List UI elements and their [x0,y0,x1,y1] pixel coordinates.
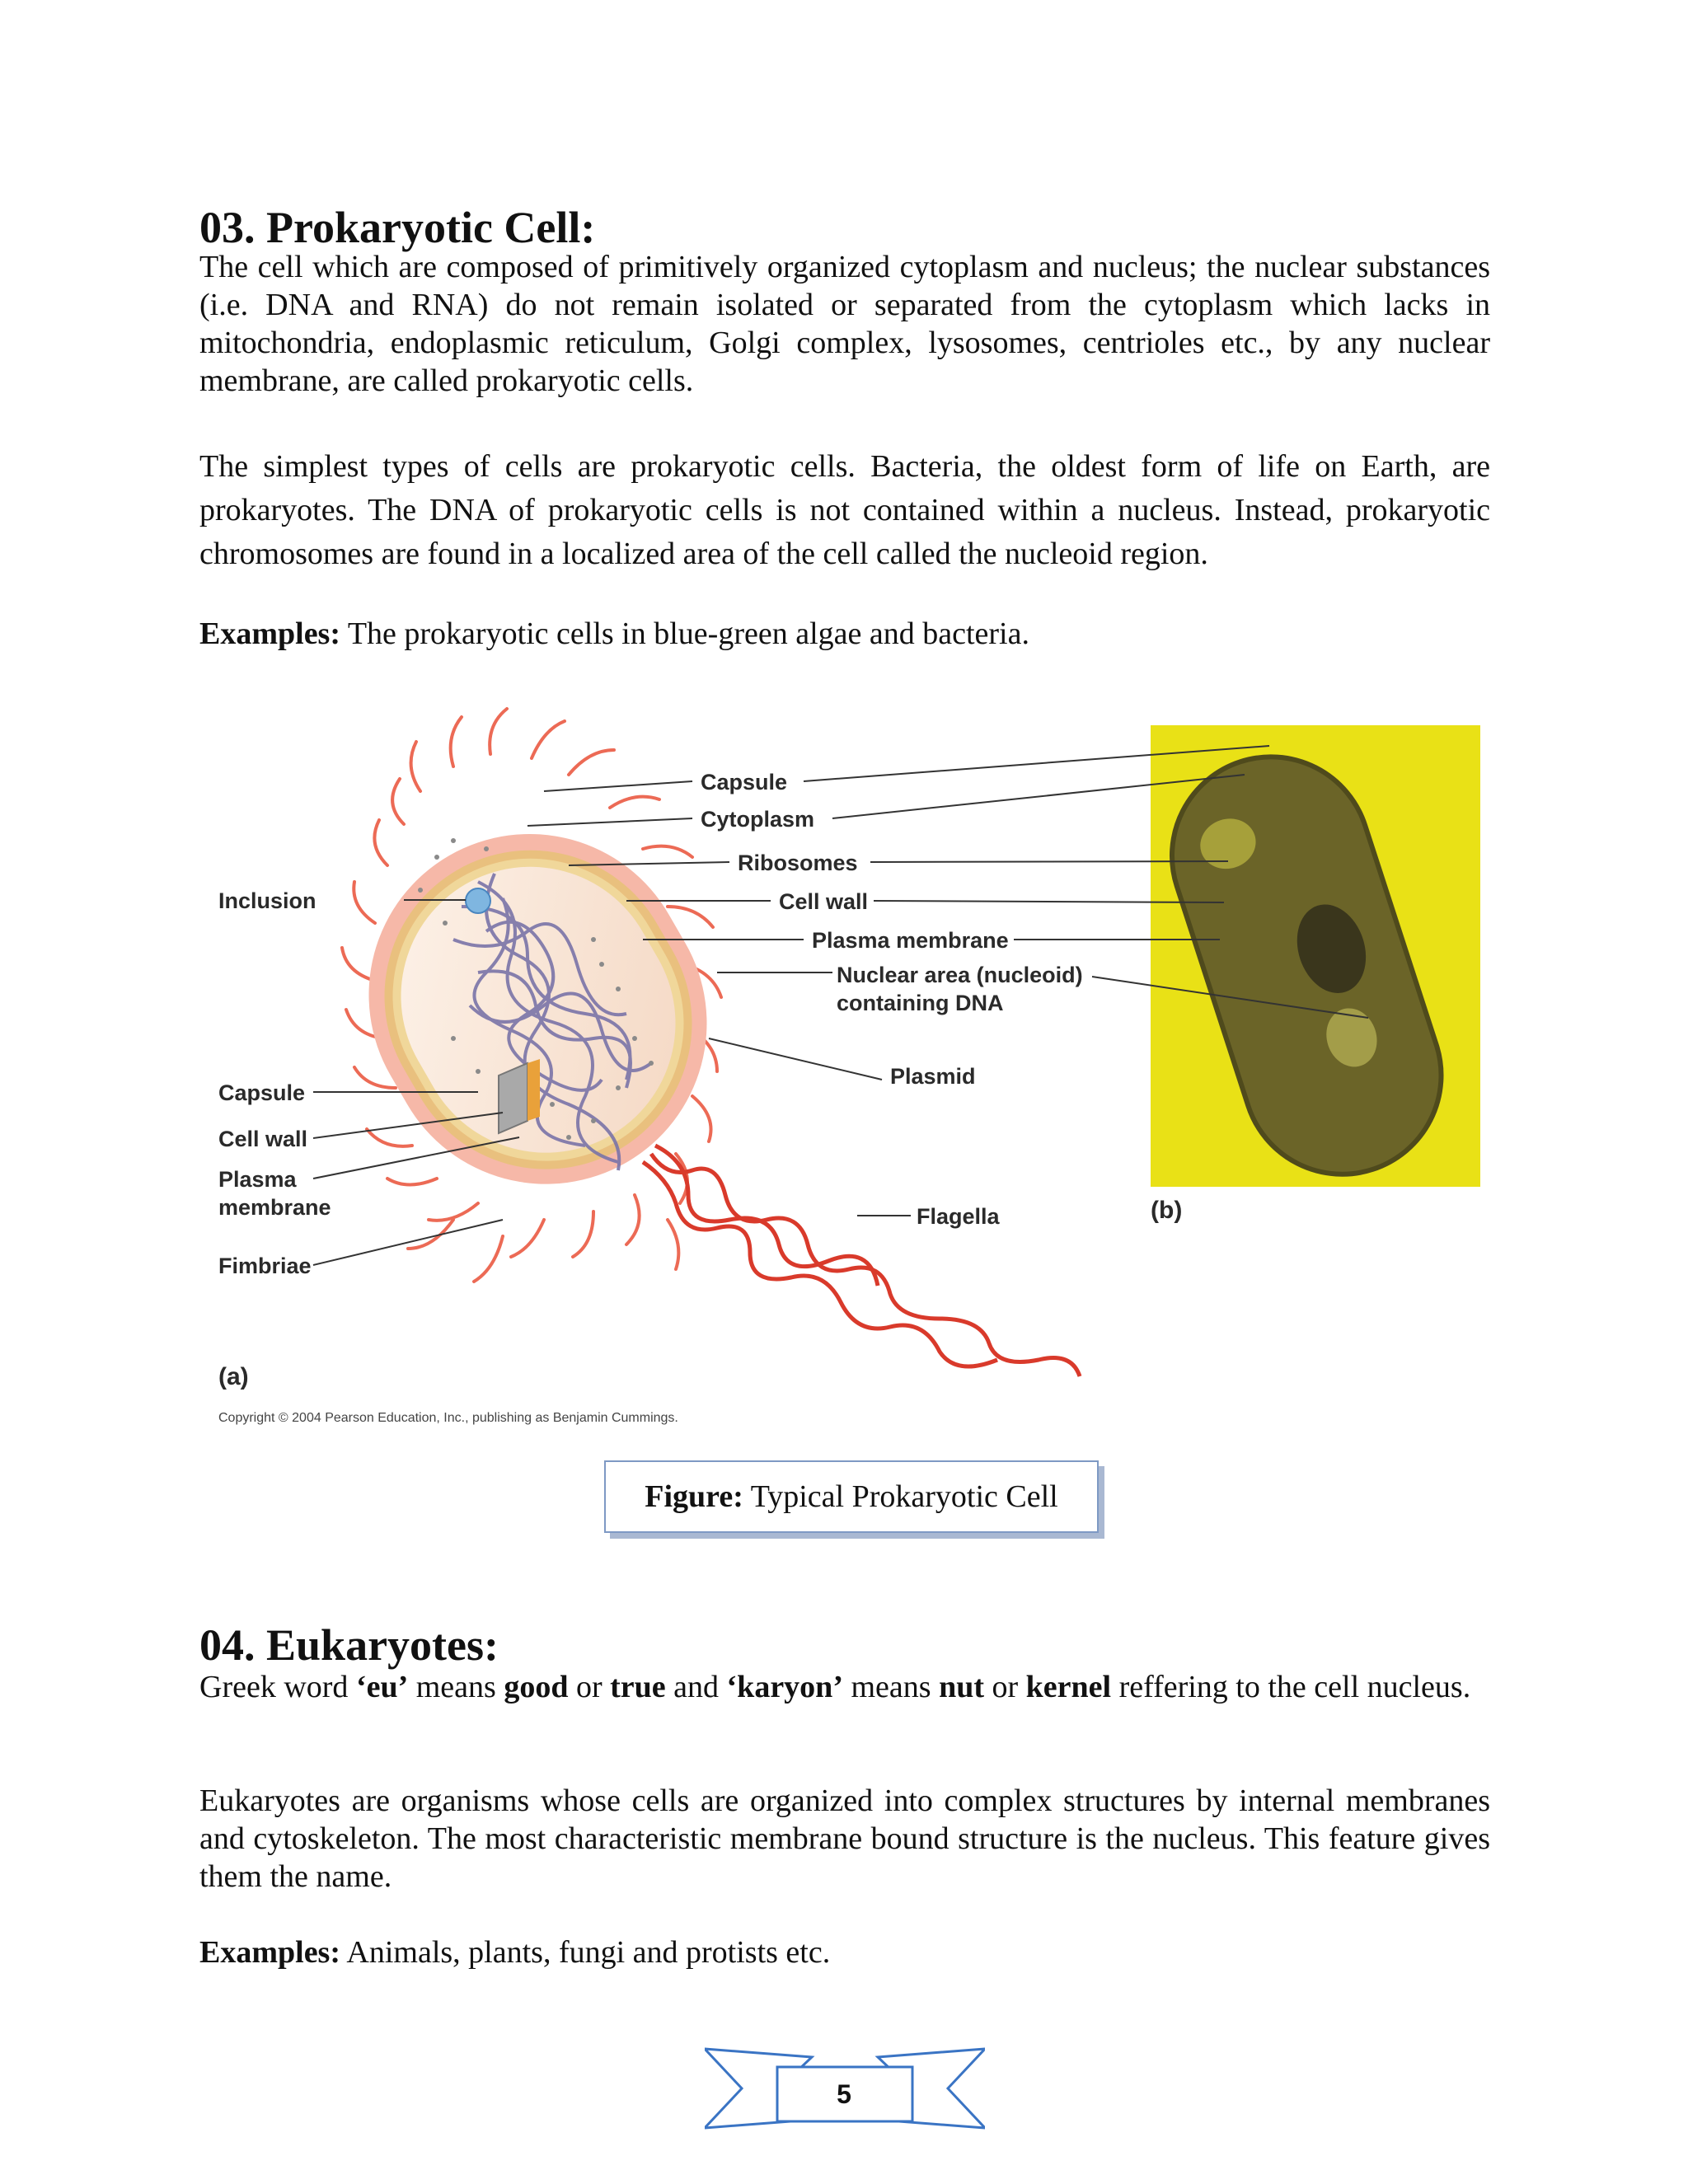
etym-text: and [665,1670,727,1704]
label-capsule-left: Capsule [218,1080,306,1105]
prokaryotic-definition-paragraph: The cell which are composed of primitively organized cytoplasm and nucleus; the nuclear substances (i.e. DNA and RNA) do not remain isolated or separated from the cytoplasm which lacks in mitochondria, endoplasmic reticulum, Golgi complex, lysosomes, centrioles etc., by any nuclear membrane, are called prokaryotic cells. [199,250,1490,398]
prokaryotic-cell-figure [206,692,1492,1434]
etym-text: means [408,1670,504,1704]
etym-text: means [842,1670,940,1704]
etym-term-good: good [504,1670,569,1704]
etym-text: or [568,1670,611,1704]
etym-term-eu: ‘eu’ [355,1670,409,1704]
label-cytoplasm: Cytoplasm [701,807,815,832]
prokaryotic-examples [199,615,1490,653]
etym-text: or [983,1670,1026,1704]
section-heading-eukaryotes: 04. Eukaryotes: [199,1620,499,1670]
label-plasma-membrane-right: Plasma membrane [812,928,1009,953]
label-nucleoid-line1: Nuclear area (nucleoid) [837,963,1083,987]
prokaryotic-simplest-paragraph: The simplest types of cells are prokaryotic cells. Bacteria, the oldest form of life on Earth, are prokaryotes. The DNA of prokaryotic cells is not contained within a nucleus. Instead, prokaryotic chromosomes are found in a localized area of the cell called the nucleoid region. [199,449,1490,571]
label-inclusion: Inclusion [218,888,316,913]
eukaryotes-etymology-paragraph [199,1668,1490,1706]
label-ribosomes: Ribosomes [738,851,858,875]
inclusion-granule [466,888,490,913]
label-flagella: Flagella [917,1204,1000,1229]
label-plasma-line1: Plasma [218,1167,297,1192]
caption-text: Typical Prokaryotic Cell [743,1479,1058,1514]
figure-caption [604,1460,1099,1533]
label-cell-wall-left: Cell wall [218,1127,308,1151]
page-number: 5 [837,2079,851,2109]
label-capsule-top: Capsule [701,770,788,794]
etym-term-true: true [610,1670,666,1704]
etym-term-nut: nut [939,1670,984,1704]
examples-label: Examples: [199,1935,340,1970]
label-cell-wall-right: Cell wall [779,889,869,914]
label-panel-b: (b) [1151,1197,1183,1224]
caption-label: Figure: [645,1479,743,1514]
etym-text: Greek word [199,1670,356,1704]
label-plasma-line2: membrane [218,1195,331,1220]
examples-label: Examples: [199,616,340,651]
eukaryotes-description-paragraph: Eukaryotes are organisms whose cells are organized into complex structures by internal membranes and cytoskeleton. The most characteristic membrane bound structure is the nucleus. This feature gives them the name. [199,1783,1490,1894]
cutaway-wedge [499,1063,528,1133]
etym-term-kernel: kernel [1025,1670,1112,1704]
flagella-strands [643,1146,1080,1376]
etym-text: reffering to the cell nucleus. [1111,1670,1471,1704]
examples-text: Animals, plants, fungi and protists etc. [340,1935,831,1970]
label-panel-a: (a) [218,1363,249,1390]
examples-text: The prokaryotic cells in blue-green algae and bacteria. [340,616,1029,651]
label-nucleoid-line2: containing DNA [837,991,1004,1015]
eukaryotes-examples [199,1933,1490,1971]
etym-term-karyon: ‘karyon’ [726,1670,843,1704]
figure-copyright: Copyright © 2004 Pearson Education, Inc., publishing as Benjamin Cummings. [218,1411,678,1425]
section-heading-prokaryotic: 03. Prokaryotic Cell: [199,203,596,252]
label-fimbriae: Fimbriae [218,1254,312,1278]
label-plasmid: Plasmid [890,1064,976,1089]
